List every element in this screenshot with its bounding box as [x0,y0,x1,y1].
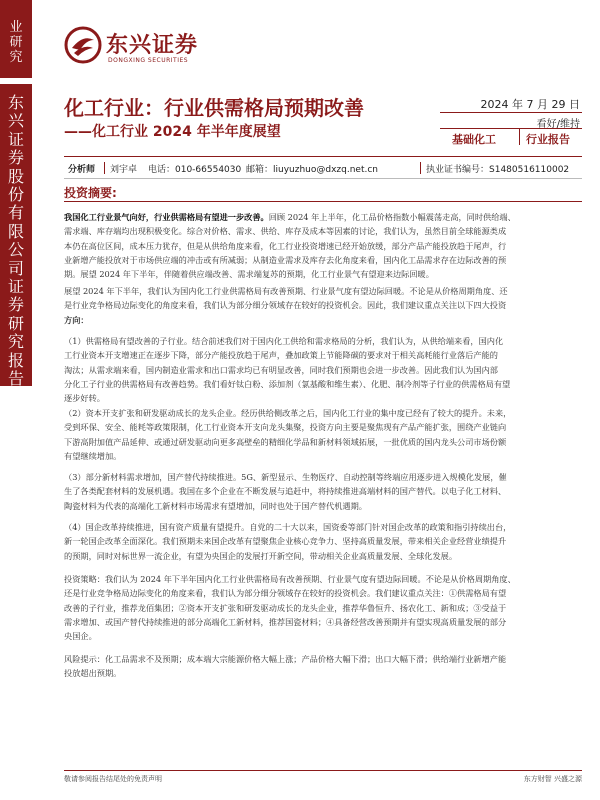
text-line: 展望 2024 年下半年，我们认为国内化工行业供需格局有改善预期、行业景气度有望边际回暖。不论是从价格周期角度、还 [64,286,508,296]
sidebar-char: 告 [7,369,24,389]
logo-emblem-icon [64,26,102,64]
analyst-label: 分析师 [68,165,96,175]
text-line: 投资策略：我们认为 2024 年下半年国内化工行业供需格局有改善预期、行业景气度有望边际回暖。不论是从价格周期角度、 [64,574,516,584]
sidebar-char: 究 [7,332,24,352]
sidebar-char: 券 [7,295,24,315]
paragraph-direction-3 [64,470,582,513]
sidebar-char: 限 [7,221,24,241]
footer-slogan: 东方财智 兴盛之源 [523,775,582,783]
divider [440,128,582,129]
text-line: 期。展望 2024 年下半年，伴随着供应端改善、需求端复苏的预期，化工行业景气有望迎来边际回暖。 [64,269,434,280]
text-line: 改善的子行业，推荐龙佰集团；②资本开支扩张和研发驱动成长的龙头企业，推荐华鲁恒升、扬农化工、新和成；③受益于 [64,602,507,613]
report-title: 化工行业：行业供需格局预期改善 [64,96,364,120]
analyst-name: 刘宇卓 [110,165,138,175]
text-line: 的预期，同时对标世界一流企业，有望为央国企的发展打开新空间，带动相关企业高质量发展、全球化发展。 [64,550,458,561]
sidebar-char: 公 [7,240,24,260]
footer-disclaimer: 敬请参阅报告结尾处的免责声明 [64,775,162,783]
text-line: （1）供需格局有望改善的子行业。结合前述我们对于国内化工供给和需求格局的分析，我们认为，从供给端来看，国内化 [64,336,504,346]
rating-label: 看好/维持 [536,119,580,130]
text-line: 方向： [64,314,89,325]
divider [64,156,582,157]
text-line: 生了各类配套材料的发展机遇。我国在多个企业在不断发展与追赶中，将持续推进高端材料的国产替代。以电子化工材料、 [64,486,507,497]
divider [420,162,421,174]
sidebar-char: 东 [7,93,24,112]
text-line: 新一轮国企改革全面深化。我们预期未来国企改革有望聚焦企业核心竞争力、坚持高质量发展，带来相关企业经营业绩提升 [64,536,507,547]
paragraph-direction-4 [64,520,582,563]
text-line: （4）国企改革持续推进，国有资产质量有望提升。自党的二十大以来，国资委等部门针对国企改革的政策和指引持续出台， [64,522,512,532]
text-line: 逐步好转。 [64,393,105,404]
text-line: 还是行业竞争格局边际变化的角度来看，我们认为部分细分领域存在较好的投资机会。我们建议重点关注：①供需格局有望 [64,588,507,599]
analyst-phone: 电话：010-66554030 [148,165,242,175]
divider [64,770,582,771]
text-span: 回顾 2024 年上半年，化工品价格指数小幅震荡走高，同时供给端、 [268,212,516,222]
lead-sentence: 我国化工行业景气向好，行业供需格局有望进一步改善。 [64,212,269,222]
sidebar-char: 兴 [7,111,24,131]
text-line: 是行业竞争格局边际变化的角度来看，我们认为部分细分领域存在较好的投资机会。因此，我们建议重点关注以下四大投资 [64,300,507,311]
sidebar-char: 究 [9,50,23,65]
sidebar-company [0,84,32,389]
text-line: 投放超出预期。 [64,668,122,679]
sidebar-char: 业 [9,20,23,35]
text-line: （2）资本开支扩张和研发驱动成长的龙头企业。经历供给侧改革之后，国内化工行业的集中度已经有了较大的提升。未来， [64,408,512,418]
sidebar-char: 券 [7,148,24,168]
sidebar-char: 份 [7,185,24,205]
analyst-cert: 执业证书编号：S1480516110002 [426,165,570,175]
report-date: 2024 年 7 月 29 日 [480,98,580,111]
text-line: 受到环保、安全、能耗等政策限制，化工行业资本开支向龙头集聚，投资方向主要是聚焦现有产品产能扩张，围绕产业链向 [64,422,507,433]
divider [64,201,582,202]
sidebar-category [0,0,32,78]
text-line: 工行业资本开支增速正在逐步下降，部分产能投放趋于尾声，叠加政策上节能降碳的要求对于相关高耗能行业落后产能的 [64,350,498,361]
divider [440,112,582,113]
sidebar-char: 证 [7,277,24,297]
text-line: 分化工子行业的供需格局有改善趋势。我们看好钛白粉、添加剂（氯基酸和维生素）、化肥、制冷剂等子行业的供需格局有望 [64,378,511,389]
section-heading: 投资摘要: [64,186,117,200]
paragraph-outlook [64,210,582,281]
text-line: 下游高附加值产品延伸、或通过研发驱动向更多高壁垒的精细化学品和新材料领域拓展，一批优质的国内龙头公司市场份额 [64,436,507,447]
report-type-tag: 行业报告 [526,133,570,146]
sidebar-char: 证 [7,129,24,149]
text-line: 风险提示：化工品需求不及预期；成本端大宗能源价格大幅上涨；产品价格大幅下滑；出口大幅下滑；供给端行业新增产能 [64,654,507,664]
text-line: 央国企。 [64,631,97,642]
sidebar [0,0,32,800]
divider [104,162,105,174]
analyst-info [64,162,582,176]
paragraph-risk [64,652,582,681]
text-line [64,210,582,224]
paragraph-strategy [64,572,582,643]
paragraph-directions [64,284,582,327]
text-line: 需求端、库存端均出现积极变化。综合对价格、需求、供给、库存及成本等因素的讨论，我们认为，虽然目前全球能源类成 [64,226,507,237]
divider [64,178,582,179]
text-line: 有望继续增加。 [64,450,122,461]
text-line: 淘汰；从需求端来看，国内制造业需求和出口需求均已有明显改善，同时我们预期也会进一步改善。因此我们认为国内部 [64,364,498,375]
sidebar-char: 研 [7,313,24,333]
industry-tag: 基础化工 [452,133,496,146]
sidebar-char: 有 [7,203,24,223]
report-subtitle: ——化工行业 2024 年半年度展望 [64,124,281,140]
sidebar-char: 司 [7,258,24,278]
analyst-email: 邮箱：liuyuzhuo@dxzq.net.cn [246,165,378,175]
divider [519,129,520,145]
text-line: 陶瓷材料为代表的高端化工新材料市场需求有望增加，同时也处于国产替代机遇期。 [64,500,367,511]
text-line: 业新增产能投放对于市场供应端的冲击或有所减弱；从制造业需求及库存去化角度来看，国内化工品需求存在边际改善的预 [64,254,507,265]
company-logo [64,24,214,70]
logo-subtext: DONGXING SECURITIES [108,57,189,64]
logo-text: 东兴证券 [106,33,199,58]
sidebar-char: 研 [9,35,23,50]
paragraph-direction-2 [64,406,582,463]
text-line: 需求增加、或国产替代持续推进的部分高端化工新材料，推荐国瓷材料；④具备经营改善预期并有望实现高质量发展的部分 [64,616,507,627]
text-line: 本仍在高位区间，成本压力犹存，但是从供给角度来看，化工行业投资增速已经开始放缓，部分产品产能投放趋于尾声，行 [64,240,507,251]
text-line: （3）部分新材料需求增加，国产替代持续推进。5G、新型显示、生物医疗、自动控制等终端应用逐步进入规模化发展，催 [64,472,507,482]
paragraph-direction-1 [64,334,582,405]
sidebar-char: 股 [7,166,24,186]
sidebar-char: 报 [7,350,24,370]
